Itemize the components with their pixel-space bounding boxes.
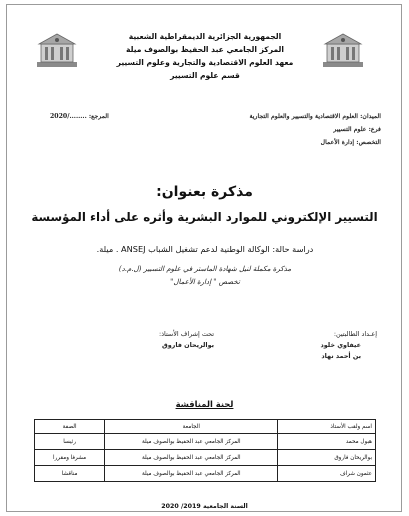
memo-heading: مذكرة بعنوان: <box>156 184 253 200</box>
professor-role: مشرفا ومقررا <box>35 450 105 466</box>
header-role: الصفة <box>35 420 105 434</box>
header-institute: معهد العلوم الاقتصادية والتجارية وعلوم التسيير <box>116 58 294 67</box>
header-republic: الجمهورية الجزائرية الديمقراطية الشعبية <box>128 32 282 41</box>
meta-branch: فرع: علوم التسيير <box>333 126 381 133</box>
header-department: قسم علوم التسيير <box>170 71 240 80</box>
student-name-2: بن أحمد نهاد <box>321 352 361 360</box>
professor-university: المركز الجامعي عبد الحفيظ بوالصوف ميلة <box>105 434 278 450</box>
supervisor-label: تحت إشراف الأستاذ: <box>159 330 214 338</box>
table-row <box>35 450 376 466</box>
student-name-1: عيفاوي خلود <box>320 341 361 349</box>
header-professor: اسم ولقب الأستاذ <box>278 420 376 434</box>
meta-reference: المرجع: ......../2020 <box>50 113 109 120</box>
committee-title: لجنة المناقشة <box>175 399 234 409</box>
academic-year: السنة الجامعية 2019/ 2020 <box>161 503 248 510</box>
memo-purpose: مذكرة مكملة لنيل شهادة الماستر في علوم التسيير (ل.م.د) <box>118 265 292 273</box>
case-study: دراسة حالة: الوكالة الوطنية لدعم تشغيل الشباب ANSEJ . ميلة. <box>96 244 314 254</box>
professor-name: عثمون شراف <box>278 466 376 482</box>
professor-role: رئيسا <box>35 434 105 450</box>
header-university: الجامعة <box>105 420 278 434</box>
memo-subject: التسيير الإلكتروني للموارد البشرية وأثره على أداء المؤسسة <box>31 210 378 224</box>
professor-name: هبول محمد <box>278 434 376 450</box>
committee-table <box>34 419 376 482</box>
meta-field: الميدان: العلوم الاقتصادية والتسيير والعلوم التجارية <box>249 113 381 120</box>
students-label: إعـداد الطالبتين: <box>333 330 377 338</box>
professor-name: بوالريحان فاروق <box>278 450 376 466</box>
header-university: المركز الجامعي عبد الحفيظ بوالصوف ميلة <box>125 45 284 54</box>
table-row <box>35 434 376 450</box>
meta-specialty: التخصص: إدارة الأعمال <box>320 139 381 146</box>
university-logo-left-icon <box>35 32 79 70</box>
table-row <box>35 466 376 482</box>
supervisor-name: بوالريحان فاروق <box>161 341 214 349</box>
committee-header-row <box>35 420 376 434</box>
professor-university: المركز الجامعي عبد الحفيظ بوالصوف ميلة <box>105 450 278 466</box>
memo-specialty: تخصص " إدارة الأعمال" <box>170 278 240 286</box>
professor-role: مناقشا <box>35 466 105 482</box>
professor-university: المركز الجامعي عبد الحفيظ بوالصوف ميلة <box>105 466 278 482</box>
